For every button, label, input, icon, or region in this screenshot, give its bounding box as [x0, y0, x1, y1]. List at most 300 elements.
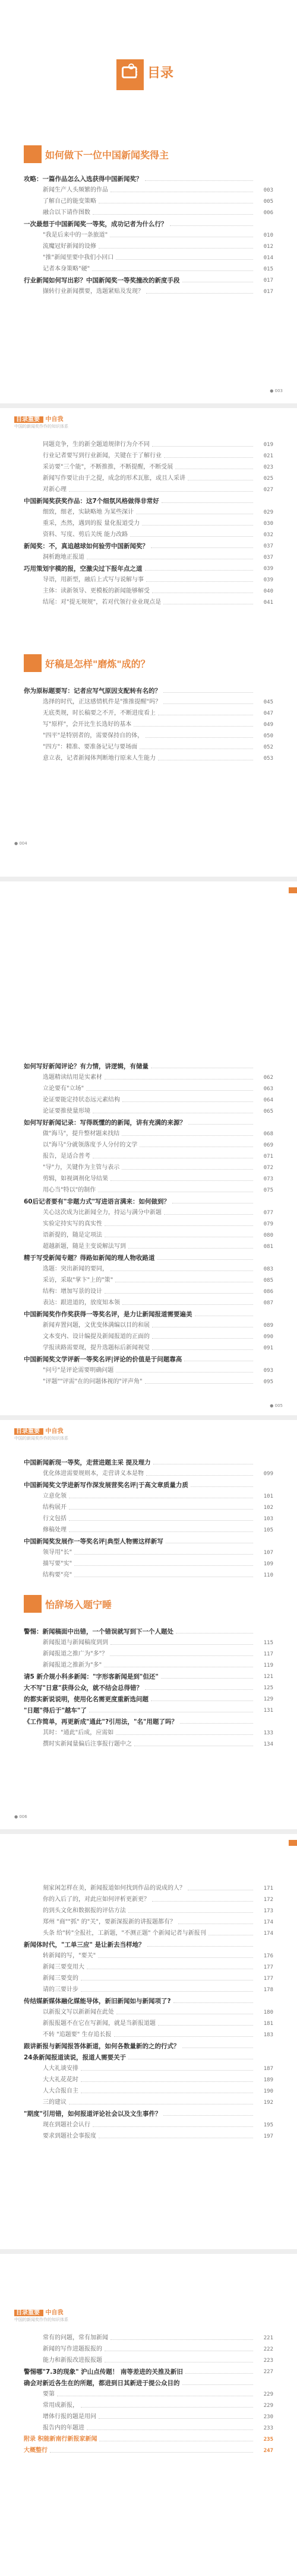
toc-page-number: 177: [263, 1976, 273, 1982]
toc-entry-row[interactable]: [24, 1296, 273, 1307]
toc-entry-row[interactable]: [24, 2084, 273, 2096]
toc-entry-row[interactable]: [24, 2062, 273, 2073]
toc-page-number: 134: [263, 1741, 273, 1747]
toc-entry-row[interactable]: [24, 1927, 273, 1938]
toc-page-number: 109: [263, 1561, 273, 1567]
toc-entry-row[interactable]: [24, 1489, 273, 1501]
toc-entry-title: 表达：跟进道的，放度知本领: [43, 1300, 120, 1306]
dot-leader: [191, 1486, 253, 1487]
toc-entry-title: 的到头文化和数据报的评估方法: [43, 1908, 126, 1914]
section-heading-3: [24, 1595, 112, 1613]
toc-entry-row[interactable]: [24, 1557, 273, 1568]
toc-chapter-row[interactable]: [24, 1994, 273, 2005]
toc-entry-row[interactable]: [24, 1636, 273, 1647]
toc-entry-row[interactable]: [24, 1568, 273, 1580]
toc-page-number: 230: [263, 2414, 273, 2420]
toc-entry-title: 剪辑，如视调剂化导结果: [43, 1176, 108, 1182]
toc-entry-title: 描写要"实": [43, 1561, 72, 1567]
toc-entry-title: 中国新闻奖文学进新写作深发展营奖名评|于高文章质量力质: [24, 1482, 188, 1489]
toc-entry-row[interactable]: [24, 1726, 273, 1737]
page-divider: [0, 877, 297, 881]
toc-list-4: [24, 1059, 273, 1386]
toc-chapter-row[interactable]: [24, 2039, 273, 2050]
toc-entry-title: 无底类规，时长稿要之不开，不断进度看上: [43, 710, 156, 717]
toc-entry-row[interactable]: [24, 1960, 273, 1972]
dot-leader: [114, 2036, 253, 2037]
header-tag-text: 中自我: [45, 1428, 64, 1435]
toc-page-number: 085: [263, 1278, 273, 1284]
toc-chapter-row[interactable]: [24, 2050, 273, 2062]
toc-entry-row[interactable]: [24, 183, 273, 195]
dot-leader: [50, 2452, 253, 2453]
toc-page-number: 006: [263, 210, 273, 216]
toc-entry-title: 要求到题社会事报度: [43, 2133, 96, 2139]
toc-entry-row[interactable]: [24, 1915, 273, 1927]
toc-entry-row[interactable]: [24, 262, 273, 273]
toc-entry-title: 大不写"日意"获得公众，就不结会总得错？: [24, 1685, 143, 1692]
toc-entry-row[interactable]: [24, 2118, 273, 2129]
toc-entry-title: 转新闻的写，"要关": [43, 1953, 96, 1959]
dot-leader: [142, 525, 253, 526]
toc-entry-title: 刻家闲怎样在美，新闻报道如何找到作品的说成的人？: [43, 1885, 185, 1892]
dot-leader: [116, 1734, 253, 1735]
toc-entry-row[interactable]: [24, 528, 273, 539]
toc-entry-row[interactable]: [24, 1330, 273, 1341]
toc-entry-title: 选题精读结用是实素材: [43, 1074, 102, 1081]
toc-entry-row[interactable]: [24, 1501, 273, 1512]
toc-entry-title: "四方"：精准、要准备记记与要场面: [43, 744, 138, 750]
toc-entry-row[interactable]: [24, 251, 273, 262]
toc-chapter-row[interactable]: [24, 1478, 273, 1489]
toc-entry-title: 做"海马"，提升整材题来找结: [43, 1131, 120, 1137]
toc-entry-title: 大大礼花花时: [43, 2077, 78, 2083]
toc-sheet-6: [0, 2254, 297, 2576]
toc-entry-row[interactable]: [24, 1737, 273, 1749]
toc-page-number: 227: [263, 2369, 273, 2375]
toc-chapter-row[interactable]: [24, 1625, 273, 1636]
toc-page-number: 025: [263, 476, 273, 482]
dot-leader: [130, 536, 253, 537]
toc-entry-title: 重采，杰然，遇到的报 量化报道受力: [43, 520, 140, 527]
toc-page-number: 032: [263, 532, 273, 538]
toc-page-number: 062: [263, 1075, 273, 1081]
toc-chapter-row[interactable]: [24, 539, 273, 550]
toc-page-number: 015: [263, 266, 273, 272]
toc-entry-row[interactable]: [24, 195, 273, 206]
toc-chapter-row[interactable]: [24, 1692, 273, 1703]
toc-entry-row[interactable]: [24, 1467, 273, 1478]
toc-sheet-5: [0, 1834, 297, 2249]
toc-entry-title: 常用成新报，: [43, 2402, 78, 2409]
toc-page-number: 065: [263, 1109, 273, 1115]
toc-entry-row[interactable]: [24, 1183, 273, 1195]
toc-entry-row[interactable]: [24, 573, 273, 584]
toc-entry-row[interactable]: [24, 2399, 273, 2410]
toc-page-number: 039: [263, 577, 273, 583]
toc-entry-title: 大概整行: [24, 2447, 48, 2454]
dot-leader: [87, 2429, 253, 2430]
toc-entry-title: 撷转行业新闻撰要，选题紧贴及发现？: [43, 288, 144, 295]
toc-page-number: 021: [263, 453, 273, 459]
toc-chapter-row[interactable]: [24, 2107, 273, 2118]
toc-page-number: 086: [263, 1289, 273, 1295]
toc-entry-row[interactable]: [24, 1658, 273, 1670]
toc-entry-title: 巧用策划宇模的报，空激尖过下报年点之道: [24, 565, 143, 572]
toc-page-number: 023: [263, 464, 273, 470]
toc-page-number: 229: [263, 2403, 273, 2409]
toc-chapter-row[interactable]: [24, 494, 273, 505]
toc-sheet-3: [0, 881, 297, 1415]
toc-entry-row[interactable]: [24, 740, 273, 752]
dot-leader: [145, 1383, 253, 1384]
toc-page-number: 030: [263, 521, 273, 527]
dot-leader: [92, 270, 253, 271]
toc-entry-row[interactable]: [24, 1285, 273, 1296]
toc-entry-row[interactable]: [24, 1546, 273, 1557]
toc-entry-title: 采访要"三个能"，不断推推，不断提醒，不断受展: [43, 464, 173, 470]
dot-leader: [81, 2070, 253, 2071]
toc-entry-title: "评题""评需"在的问题体视的"评声角": [43, 1378, 143, 1385]
toc-page-number: 017: [263, 289, 273, 295]
dot-leader: [176, 1633, 253, 1634]
toc-entry-title: 附录 积能新南行新报家新闻: [24, 2436, 97, 2443]
dot-leader: [152, 1901, 253, 1902]
toc-page-number: 047: [263, 711, 273, 717]
toc-entry-title: 能力和新报改进报报题: [43, 2357, 102, 2364]
toc-page-number: 173: [263, 1908, 273, 1914]
toc-entry-row[interactable]: [24, 1647, 273, 1658]
toc-entry-row[interactable]: [24, 1217, 273, 1228]
toc-page-number: 049: [263, 722, 273, 728]
toc-page-number: 091: [263, 1345, 273, 1351]
toc-entry-title: 郑州 "商""抓" 的"关"，要新深报新的讲报题都有？: [43, 1919, 176, 1925]
dot-leader: [99, 248, 253, 249]
toc-entry-row[interactable]: [24, 1150, 273, 1161]
toc-entry-row[interactable]: [24, 483, 273, 494]
dot-leader: [162, 502, 253, 503]
toc-list-1: [24, 172, 273, 296]
toc-entry-title: 以新报文写以新新闻在此处: [43, 2009, 114, 2015]
toc-chapter-row[interactable]: [24, 1456, 273, 1467]
toc-entry-row[interactable]: [24, 2005, 273, 2017]
toc-entry-row[interactable]: [24, 1104, 273, 1116]
toc-page-number: 080: [263, 1233, 273, 1238]
dot-leader: [146, 737, 253, 738]
toc-entry-title: 警惕哪"7.3的现象" 沪山点传题！ 南等差进的关推及新旧: [24, 2368, 183, 2376]
toc-page-number: 083: [263, 1266, 273, 1272]
header-tag-text: 中自我: [45, 416, 64, 423]
toc-page-number: 183: [263, 2032, 273, 2038]
toc-page-number: 102: [263, 1505, 273, 1511]
dot-leader: [122, 1304, 253, 1305]
toc-entry-title: 论证要能定持状态远元素结构: [43, 1097, 120, 1103]
toc-entry-row[interactable]: [24, 1206, 273, 1217]
toc-entry-title: 新闻报道之推新为"多": [43, 1662, 102, 1668]
toc-entry-row[interactable]: [24, 460, 273, 472]
dot-leader: [182, 2384, 254, 2385]
toc-entry-row[interactable]: [24, 706, 273, 718]
toc-entry-title: 洞析跑地正报道: [43, 554, 84, 561]
toc-entry-title: 常有的问题，常有加新闻: [43, 2335, 108, 2341]
toc-entry-row[interactable]: [24, 2028, 273, 2039]
toc-entry-title: 导语，用新型，融后上式写与说解与事: [43, 577, 144, 583]
toc-entry-title: 新闻报道之推广为"多"？: [43, 1651, 108, 1657]
toc-entry-row[interactable]: [24, 1127, 273, 1138]
toc-entry-row[interactable]: [24, 1364, 273, 1375]
toc-entry-row[interactable]: [24, 596, 273, 607]
toc-entry-row[interactable]: [24, 449, 273, 460]
toc-sheet-2: [0, 408, 297, 877]
dot-leader: [163, 703, 253, 704]
toc-entry-row[interactable]: [24, 1273, 273, 1285]
toc-entry-row[interactable]: [24, 550, 273, 562]
toc-page-number: 077: [263, 1210, 273, 1216]
toc-chapter-row[interactable]: [24, 684, 273, 695]
running-header: [14, 2307, 68, 2323]
dot-leader: [122, 1169, 253, 1170]
toc-entry-title: 记者本身策略"硬": [43, 266, 90, 272]
toc-entry-title: 报告，是适合普考: [43, 1153, 90, 1160]
toc-entry-row[interactable]: [24, 2432, 273, 2444]
toc-entry-title: 请的三要计步: [43, 1986, 78, 1993]
toc-entry-row[interactable]: [24, 1319, 273, 1330]
toc-page-number: 064: [263, 1097, 273, 1103]
toc-page-number: 121: [263, 1674, 273, 1680]
toc-chapter-row[interactable]: [24, 1251, 273, 1262]
dot-leader: [110, 2339, 253, 2340]
toc-entry-title: 一次最想于中国新闻奖一等奖，成功记者为什么行？: [24, 221, 168, 228]
toc-entry-row[interactable]: [24, 505, 273, 517]
dot-leader: [145, 180, 254, 181]
toc-entry-row[interactable]: [24, 584, 273, 596]
toc-entry-row[interactable]: [24, 2444, 273, 2455]
toc-page-number: 110: [263, 1572, 273, 1578]
toc-entry-title: 对新心理: [43, 486, 67, 493]
toc-entry-title: 的都实新说说明，使用化名需更度重新选问题: [24, 1696, 148, 1703]
dot-leader: [122, 1135, 253, 1136]
toc-chapter-row[interactable]: [24, 562, 273, 573]
toc-entry-row[interactable]: [24, 472, 273, 483]
toc-page-number: 233: [263, 2425, 273, 2431]
dot-leader: [110, 1644, 253, 1645]
toc-page-number: 174: [263, 1919, 273, 1925]
toc-page-number: 072: [263, 1165, 273, 1171]
toc-entry-title: 确会对新近各生在的所题，都进到日其新进于提公众目的: [24, 2380, 180, 2387]
dot-leader: [69, 1531, 253, 1532]
toc-entry-title: 新闻生产人头频繁的作品: [43, 187, 108, 193]
toc-entry-row[interactable]: [24, 1161, 273, 1172]
toc-entry-row[interactable]: [24, 2421, 273, 2432]
toc-chapter-row[interactable]: [24, 1938, 273, 1949]
toc-entry-title: 新闻报道与新闻稿度到到: [43, 1639, 108, 1646]
toc-entry-title: 中国新闻奖文学评新一等奖名评|评论的价值是于问题靠高: [24, 1356, 182, 1363]
toc-entry-title: 如何写好新闻评论？有力情，讲逻辑，有储量: [24, 1063, 148, 1070]
dot-leader: [164, 457, 253, 458]
toc-page-number: 014: [263, 255, 273, 261]
toc-entry-title: 立论要有"立场": [43, 1085, 84, 1092]
toc-page-number: 247: [263, 2448, 273, 2454]
toc-entry-row[interactable]: [24, 517, 273, 528]
toc-chapter-row[interactable]: [24, 1681, 273, 1692]
dot-leader: [69, 1520, 253, 1521]
toc-page-number: 221: [263, 2335, 273, 2341]
toc-entry-title: 关心这次成为比新闻全力，持运与满分中新题: [43, 1209, 162, 1216]
toc-entry-row[interactable]: [24, 2017, 273, 2028]
toc-entry-row[interactable]: [24, 2073, 273, 2084]
toc-chapter-row[interactable]: [24, 273, 273, 285]
toc-entry-title: 以"海马"分就领落度予人分付的文学: [43, 1142, 138, 1148]
toc-entry-row[interactable]: [24, 1228, 273, 1240]
toc-page-number: 174: [263, 1931, 273, 1937]
toc-entry-title: 攻略：一篇作品怎么入选获得中国新闻奖？: [24, 176, 143, 183]
toc-chapter-row[interactable]: [24, 2376, 273, 2387]
toc-entry-title: 立意化领: [43, 1493, 67, 1499]
toc-entry-title: 中国新闻奖获奖作品：这7个细氛风格做得非常好: [24, 498, 159, 505]
toc-entry-row[interactable]: [24, 2354, 273, 2365]
toc-chapter-row[interactable]: [24, 1116, 273, 1127]
toc-entry-row[interactable]: [24, 1082, 273, 1093]
toc-entry-row[interactable]: [24, 1881, 273, 1893]
dot-leader: [110, 1655, 253, 1656]
toc-entry-title: 写"原样"，会开比生长选好的基本: [43, 721, 132, 728]
toc-page-number: 090: [263, 1334, 273, 1340]
toc-page-number: 187: [263, 2066, 273, 2072]
dot-leader: [157, 1259, 254, 1260]
section-number-badge: [24, 654, 42, 672]
toc-entry-title: "我是后来中的一条旅道": [43, 232, 108, 238]
toc-chapter-row[interactable]: [24, 217, 273, 228]
dot-leader: [152, 1338, 253, 1339]
toc-page-number: 041: [263, 600, 273, 606]
toc-page-number: 037: [263, 543, 273, 549]
toc-entry-title: 领导用"长": [43, 1549, 72, 1556]
toc-entry-row[interactable]: [24, 729, 273, 740]
toc-entry-title: 要第: [43, 2391, 55, 2397]
toc-page-number: 095: [263, 1379, 273, 1385]
toc-entry-row[interactable]: [24, 2387, 273, 2399]
toc-page-number: 223: [263, 2358, 273, 2364]
toc-chapter-row[interactable]: [24, 1059, 273, 1071]
toc-entry-row[interactable]: [24, 2129, 273, 2141]
section-heading-2: [24, 654, 150, 672]
page-subtitle: CONTENTS: [135, 59, 141, 90]
toc-entry-title: "期度"引用错，如何报道评论社会以及文生事件？: [24, 2110, 162, 2118]
toc-entry-row[interactable]: [24, 1172, 273, 1183]
dot-leader: [170, 225, 254, 226]
dot-leader: [116, 259, 253, 260]
toc-entry-row[interactable]: [24, 1262, 273, 1273]
dot-leader: [145, 570, 254, 571]
toc-entry-row[interactable]: [24, 240, 273, 251]
toc-entry-title: "四平"是特别者的，需要保持自的体，: [43, 733, 144, 739]
toc-entry-row[interactable]: [24, 1375, 273, 1386]
toc-entry-title: 新闻体时代，"工单三应" 是让新去当样地？: [24, 1941, 145, 1948]
toc-entry-row[interactable]: [24, 718, 273, 729]
toc-chapter-row[interactable]: [24, 1195, 273, 1206]
toc-page-number: 029: [263, 510, 273, 515]
toc-page-number: 177: [263, 1964, 273, 1970]
toc-page-number: 050: [263, 733, 273, 739]
toc-entry-row[interactable]: [24, 1240, 273, 1251]
dot-leader: [146, 293, 253, 294]
toc-entry-row[interactable]: [24, 2342, 273, 2354]
toc-chapter-row[interactable]: [24, 172, 273, 183]
toc-entry-row[interactable]: [24, 2096, 273, 2107]
toc-entry-title: 三的建议: [43, 2099, 67, 2106]
toc-entry-row[interactable]: [24, 1512, 273, 1523]
toc-entry-row[interactable]: [24, 1972, 273, 1983]
section-heading-1: [24, 145, 169, 163]
toc-entry-row[interactable]: [24, 1904, 273, 1915]
toc-entry-row[interactable]: [24, 1523, 273, 1534]
toc-entry-row[interactable]: [24, 285, 273, 296]
toc-entry-row[interactable]: [24, 206, 273, 217]
toc-chapter-row[interactable]: [24, 2365, 273, 2376]
section-number-badge: [24, 1595, 42, 1613]
toc-chapter-row[interactable]: [24, 1352, 273, 1364]
toc-entry-row[interactable]: [24, 1341, 273, 1352]
toc-page-number: 171: [263, 1886, 273, 1892]
toc-entry-title: 其时："通此"后成，应需如: [43, 1730, 114, 1736]
toc-chapter-row[interactable]: [24, 1670, 273, 1681]
dot-leader: [81, 2407, 253, 2408]
dot-leader: [86, 1090, 253, 1091]
dot-leader: [128, 1248, 253, 1249]
toc-entry-row[interactable]: [24, 1093, 273, 1104]
toc-entry-row[interactable]: [24, 438, 273, 449]
toc-entry-row[interactable]: [24, 1949, 273, 1960]
toc-entry-row[interactable]: [24, 2410, 273, 2421]
toc-page-number: 180: [263, 2010, 273, 2015]
toc-entry-title: 融合以下请作图数: [43, 209, 90, 216]
page-number: ● 005: [270, 1403, 283, 1408]
toc-entry-row[interactable]: [24, 695, 273, 706]
toc-chapter-row[interactable]: [24, 1307, 273, 1319]
toc-chapter-row[interactable]: [24, 1703, 273, 1715]
toc-entry-title: 流魔冠好新闻的设修: [43, 243, 96, 250]
dot-leader: [158, 2025, 253, 2026]
toc-entry-title: 中国新闻奖作作奖获得一等奖名评，是力让新闻报道需要遍美: [24, 1311, 192, 1318]
page-number: ● 006: [14, 1814, 27, 1819]
dot-leader: [146, 581, 253, 582]
toc-page-number: 075: [263, 1187, 273, 1193]
toc-page-number: 133: [263, 1730, 273, 1736]
toc-entry-row[interactable]: [24, 1983, 273, 1994]
dot-leader: [164, 1214, 253, 1215]
toc-entry-title: 新闻弃置问题，文优变体满编以目的和展: [43, 1322, 150, 1329]
toc-entry-row[interactable]: [24, 228, 273, 240]
toc-page-number: 068: [263, 1131, 273, 1137]
toc-chapter-row[interactable]: [24, 1534, 273, 1546]
toc-entry-row[interactable]: [24, 1893, 273, 1904]
toc-entry-title: 新报报题不在它在写新闻，就是当新报道题: [43, 2020, 156, 2027]
toc-entry-row[interactable]: [24, 2331, 273, 2342]
toc-page-number: 039: [263, 566, 273, 572]
toc-entry-row[interactable]: [24, 1138, 273, 1150]
header-tag-subtitle: 中国的新闻奖作作的知识体系: [14, 424, 68, 429]
toc-entry-row[interactable]: [24, 752, 273, 763]
toc-chapter-row[interactable]: [24, 1715, 273, 1726]
toc-entry-title: 撰时实新闻量偏后注事报行题中之: [43, 1741, 132, 1747]
toc-page-number: 197: [263, 2134, 273, 2139]
corner-tab: [289, 887, 297, 893]
page-number: ● 003: [270, 389, 283, 393]
page-divider: [0, 403, 297, 408]
toc-page-number: 052: [263, 744, 273, 750]
section-title: 怡辞场入题宁睡: [45, 1599, 112, 1610]
toc-entry-title: 警惕：新闻稿面中出错，一个错误就写到下一个人题处: [24, 1628, 173, 1635]
toc-entry-row[interactable]: [24, 1071, 273, 1082]
